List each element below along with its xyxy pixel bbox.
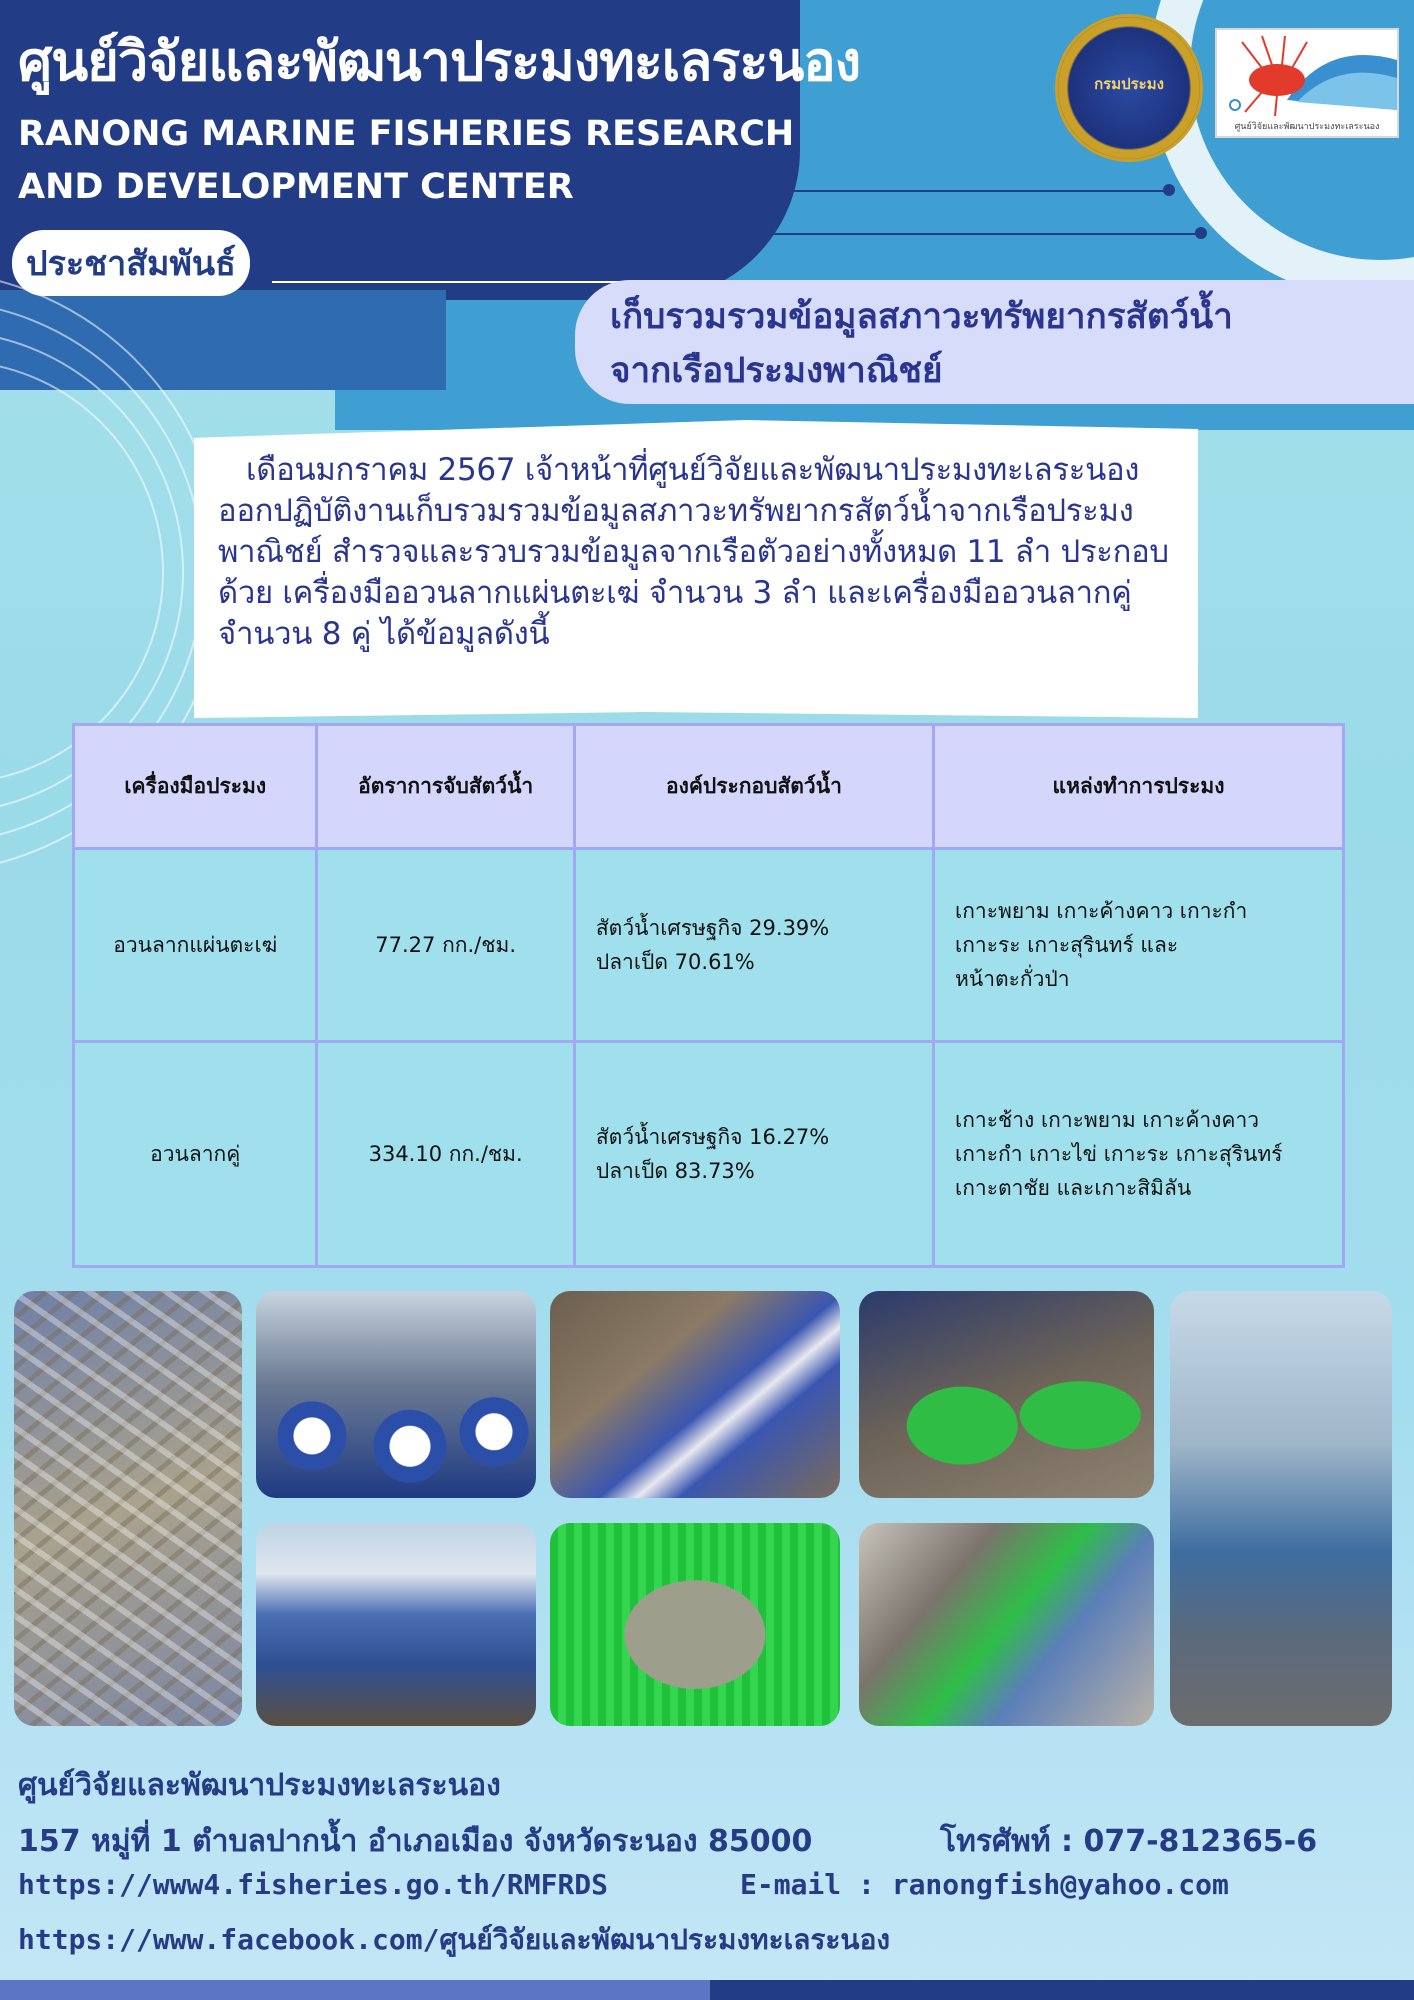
photo-crabs-in-basket [550,1523,840,1726]
area-line: หน้าตะกั่วป่า [955,966,1070,991]
area-line: เกาะพยาม เกาะค้างคาว เกาะกำ [955,898,1248,923]
photo-sorting-samples [550,1291,840,1498]
composition-trash-fish: ปลาเป็ด 83.73% [595,1158,755,1183]
header-catch-rate: อัตราการจับสัตว์น้ำ [317,725,574,849]
logo-caption: ศูนย์วิจัยและพัฒนาประมงทะเลระนอง [1234,122,1380,132]
table-header-row [74,725,1344,849]
area-line: เกาะระ เกาะสุรินทร์ และ [955,932,1179,957]
area-cell [934,1041,1344,1266]
composition-cell [574,848,933,1041]
footer-bar [0,1980,710,2000]
photo-recording-data [859,1523,1154,1726]
photo-catch-tubs-on-deck [256,1291,536,1498]
decorative-line [770,233,1200,235]
seal-text: กรมประมง [1094,75,1164,93]
photo-green-baskets [859,1291,1154,1498]
area-line: เกาะกำ เกาะไข่ เกาะระ เกาะสุรินทร์ [955,1141,1283,1166]
area-line: เกาะช้าง เกาะพยาม เกาะค้างคาว [955,1107,1260,1132]
rate-cell: 334.10 กก./ชม. [317,1041,574,1266]
table-row [74,848,1344,1041]
composition-trash-fish: ปลาเป็ด 70.61% [595,949,755,974]
intro-paragraph: เดือนมกราคม 2567 เจ้าหน้าที่ศูนย์วิจัยและพัฒนาประมงทะเลระนอง ออกปฏิบัติงานเก็บรวมรวมข้อมูลสภาวะทรัพยากรสัตว์น้ำจากเรือประมงพาณิชย์ สำรวจและรวบรวมข้อมูลจากเรือตัวอย่างทั้งหมด 11 ลำ ประกอบด้วย เครื่องมืออวนลากแผ่นตะเฆ่ จำนวน 3 ลำ และเครื่องมืออวนลากคู่ จำนวน 8 คู่ ได้ข้อมูลดังนี้ [218,452,1169,652]
footer-address: 157 หมู่ที่ 1 ตำบลปากน้ำ อำเภอเมือง จังหวัดระนอง 85000 [18,1824,813,1859]
photo-officers-at-pier [1170,1291,1392,1726]
page-title-english: RANONG MARINE FISHERIES RESEARCH AND DEVELOPMENT CENTER [18,114,795,207]
footer-email-link[interactable]: E-mail : ranongfish@yahoo.com [740,1868,1229,1901]
photo-fishing-boat [256,1523,536,1726]
page-title-thai: ศูนย์วิจัยและพัฒนาประมงทะเลระนอง [18,30,861,93]
footer-bar [710,1980,1414,2000]
composition-economic: สัตว์น้ำเศรษฐกิจ 29.39% [595,915,830,940]
table-row [74,1041,1344,1266]
subtitle-line-1: เก็บรวมรวมข้อมูลสภาวะทรัพยากรสัตว์น้ำ [610,297,1233,337]
subtitle [610,290,1233,398]
subtitle-line-2: จากเรือประมงพาณิชย์ [610,351,943,391]
survey-results-table [72,723,1345,1268]
gear-cell: อวนลากคู่ [74,1041,317,1266]
department-of-fisheries-seal-icon [1055,14,1203,162]
decorative-dot [1163,184,1175,196]
composition-economic: สัตว์น้ำเศรษฐกิจ 16.27% [595,1124,830,1149]
footer-website-link[interactable]: https://www4.fisheries.go.th/RMFRDS [18,1868,609,1901]
area-cell [934,848,1344,1041]
footer-facebook-link[interactable]: https://www.facebook.com/ศูนย์วิจัยและพัฒนาประมงทะเลระนอง [18,1923,891,1956]
header-composition: องค์ประกอบสัตว์น้ำ [574,725,933,849]
gear-cell: อวนลากแผ่นตะเฆ่ [74,848,317,1041]
decorative-dot [1195,227,1207,239]
lionfish-wave-icon [1217,30,1399,120]
rate-cell: 77.27 กก./ชม. [317,848,574,1041]
pr-label: ประชาสัมพันธ์ [12,230,250,296]
footer-org-name: ศูนย์วิจัยและพัฒนาประมงทะเลระนอง [18,1768,501,1803]
header-gear: เครื่องมือประมง [74,725,317,849]
center-logo [1215,28,1399,138]
header-fishing-ground: แหล่งทำการประมง [934,725,1344,849]
footer-phone: โทรศัพท์ : 077-812365-6 [940,1824,1318,1859]
photo-trash-fish-catch [14,1291,242,1726]
composition-cell [574,1041,933,1266]
area-line: เกาะตาชัย และเกาะสิมิลัน [955,1175,1192,1200]
